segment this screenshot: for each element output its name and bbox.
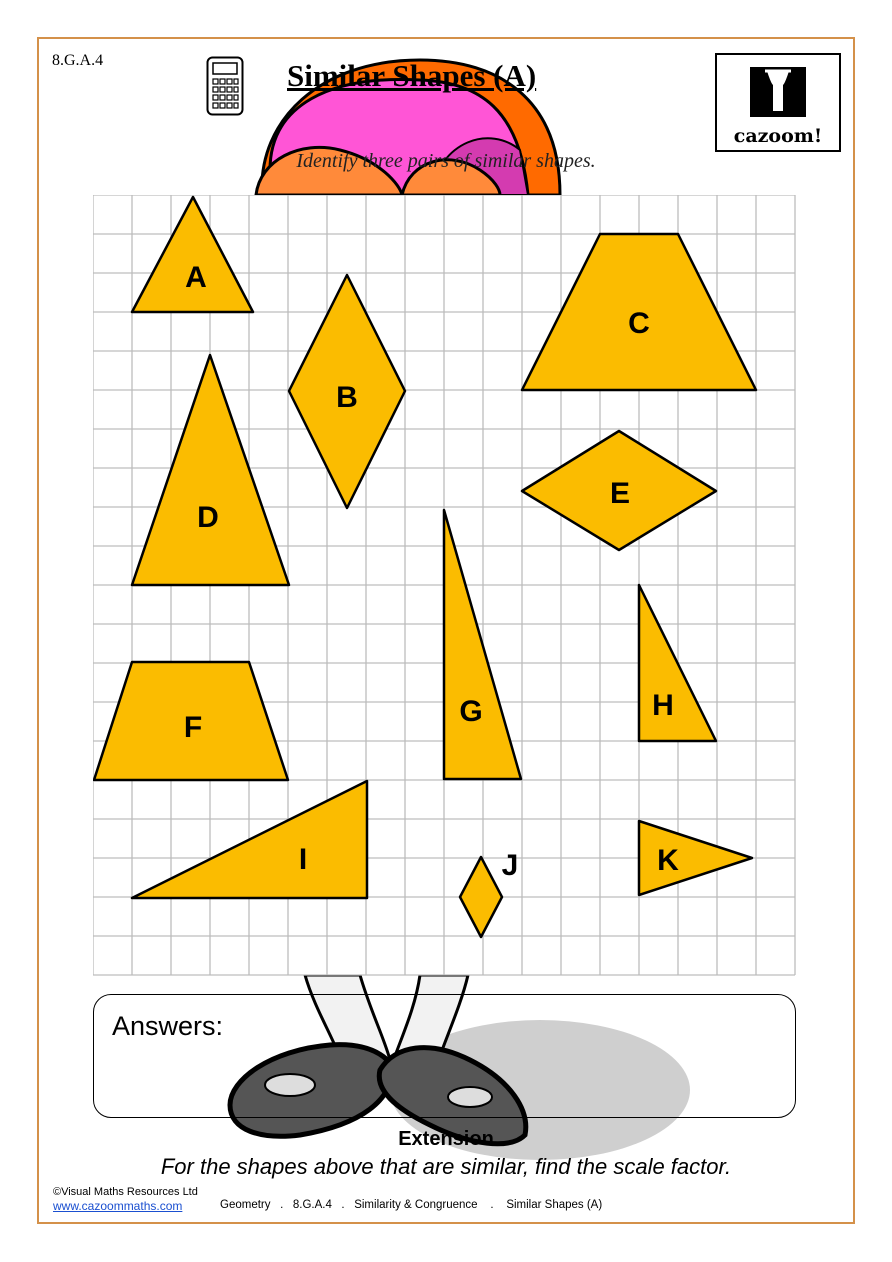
label-h: H — [652, 689, 674, 722]
label-c: C — [628, 307, 650, 340]
instruction-text: Identify three pairs of similar shapes. — [296, 150, 596, 172]
label-i: I — [298, 843, 308, 876]
extension-text: For the shapes above that are similar, find the scale factor. — [160, 1154, 732, 1179]
extension-heading: Extension — [398, 1128, 494, 1150]
logo-drum-icon — [717, 55, 839, 125]
footer-breadcrumb: Geometry . 8.G.A.4 . Similarity & Congruence . Similar Shapes (A) — [220, 1199, 603, 1211]
label-b: B — [336, 381, 358, 414]
label-j: J — [501, 849, 519, 882]
standard-code: 8.G.A.4 — [52, 52, 104, 69]
copyright-text: ©Visual Maths Resources Ltd — [53, 1186, 198, 1198]
cazoom-logo — [715, 53, 841, 152]
label-k: K — [657, 844, 679, 877]
page-title: Similar Shapes (A) — [287, 58, 537, 93]
answers-box[interactable] — [93, 994, 796, 1118]
label-f: F — [183, 711, 203, 744]
label-e: E — [609, 477, 631, 510]
calculator-icon — [206, 56, 244, 116]
label-g: G — [459, 695, 483, 728]
shape-grid — [93, 195, 796, 976]
label-d: D — [197, 501, 219, 534]
logo-text: cazoom! — [733, 125, 823, 147]
label-a: A — [185, 261, 207, 294]
answers-label: Answers: — [112, 1011, 224, 1041]
website-link[interactable]: www.cazoommaths.com — [53, 1199, 183, 1213]
